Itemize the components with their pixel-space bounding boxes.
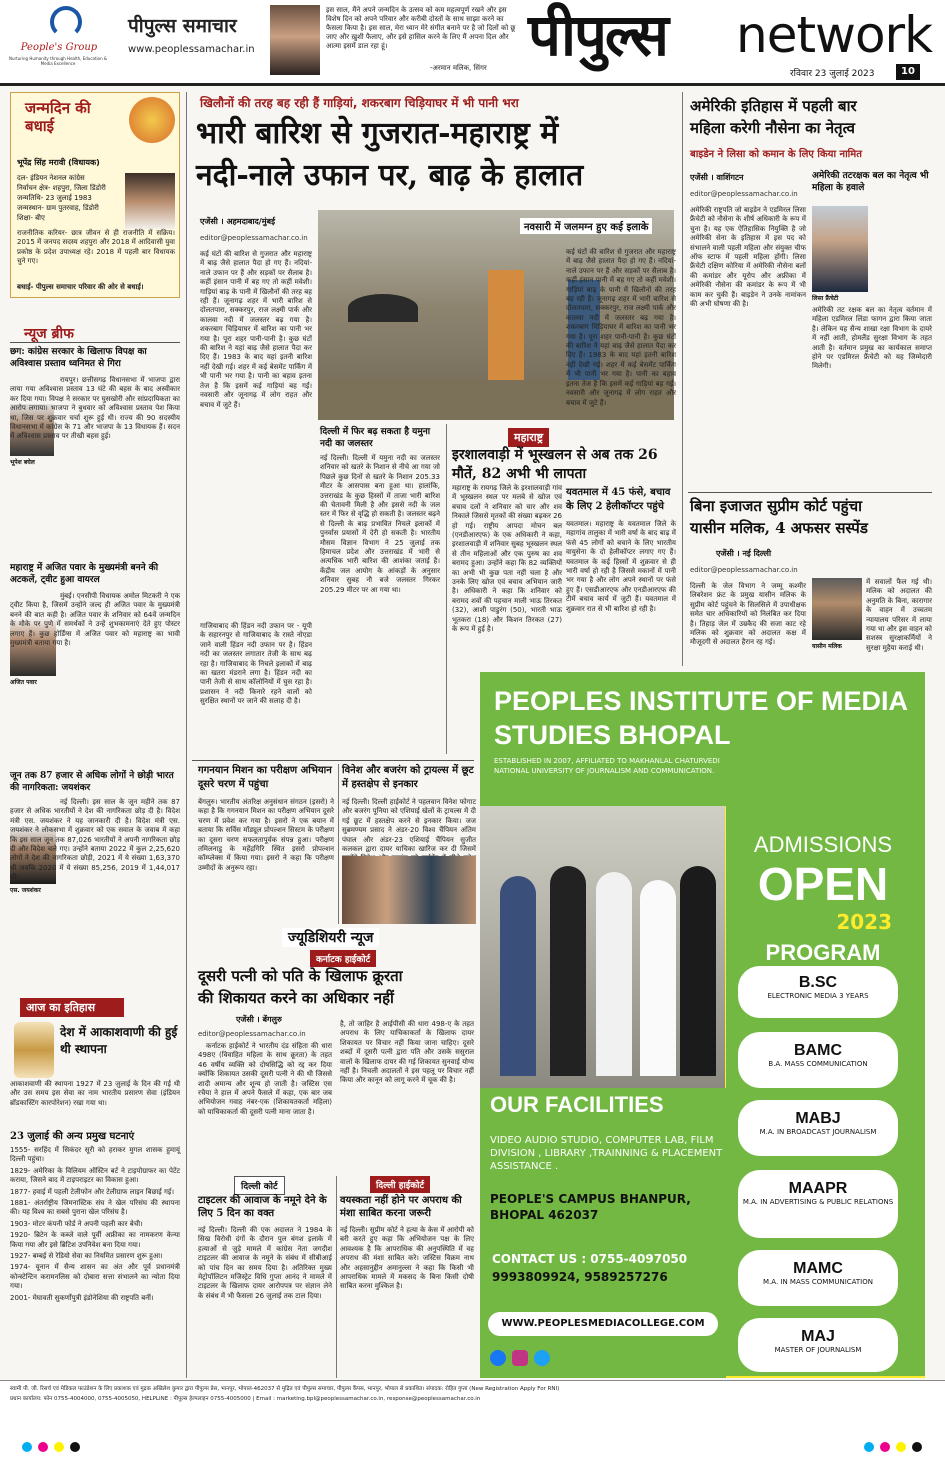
brief-1-caption: भूपेश बघेल [10, 459, 35, 466]
black-mark [70, 1442, 80, 1452]
program-name: M.A. IN ADVERTISING & PUBLIC RELATIONS [742, 1198, 894, 1206]
student-shape [596, 872, 632, 1076]
cyan-mark [22, 1442, 32, 1452]
group-tagline: Nurturing Humanity through Health, Education & Media Excellence [8, 56, 108, 66]
singer-photo [270, 5, 320, 75]
yasin-photo [812, 578, 862, 640]
judiciary-tag: कर्नाटक हाईकोर्ट [310, 950, 376, 967]
facilities-title: OUR FACILITIES [490, 1092, 664, 1117]
birthday-details: दल- इंडियन नेशनल कांग्रेस निर्वाचन क्षेत्र- शहपुरा, जिला डिंडोरी जन्मतिथि- 23 जुलाई 1983 जन्मस्थान- ग्राम पुतरवाह, डिंडोरी शिक्षा- बीए [17, 174, 106, 222]
issue-date: रविवार 23 जुलाई 2023 [790, 69, 875, 79]
birthday-career: राजनीतिक करियर- छात्र जीवन से ही राजनीति में सक्रिय। 2015 में जनपद सदस्य शहपुरा और 2018 में आदिवासी युवा प्रकोष्ठ के प्रदेश उपाध्यक्ष रहे। 2018 में पहली बार विधायक चुने गए। [17, 229, 175, 266]
facebook-icon[interactable] [490, 1350, 506, 1366]
lead-text-col3: कई घंटों की बारिश से गुजरात और महाराष्ट्र में बाढ़ जैसे हालात पैदा हो गए हैं। नदियां-नाले उफान पर हैं और सड़कों पर सैलाब है। कहीं इंसान पानी में बह गए तो कहीं मवेशी। गाड़ियां बाढ़ के पानी में खिलौनों की तरह बह रही हैं। जूनागढ़ शहर में भारी बारिश से दोलतपारा, सक्करपुर, राज लक्ष्मी पार्क और कालवा नदी में जलस्तर बढ़ गया है। शकरबाग चिड़ियाघर में बारिश का पानी भर गया है। पूरा शहर पानी-पानी है। कुछ घंटों की बारिश ने यहां बाढ़ जैसे हालात पैदा कर दिए हैं। 1983 के बाद यहां इतनी बारिश नहीं देखी गई। शहर में कई बेसमेंट पार्किंग में भी पानी भर गया है। पानी का बहाव इतना तेज है कि इसमें कई गाड़ियां बह गईं। नवसारी और जूनागढ़ में लोग राहत और बचाव में जुटे हैं। [566, 248, 676, 407]
program-code: BAMC [794, 1042, 842, 1059]
navy-byline: एजेंसी । वाशिंगटन [690, 173, 744, 182]
lisa-photo [812, 206, 868, 292]
history-headline: देश में आकाशवाणी की हुई थी स्थापना [60, 1025, 178, 1056]
peoples-group-logo-icon [50, 6, 82, 38]
program-code: MABJ [795, 1110, 841, 1127]
program-maj [738, 1318, 898, 1372]
history-event: 1829- अमेरिका के विलियम ऑस्टिन बर्ट ने टाइपोग्राफर का पेटेंट कराया, जिसने बाद में टाइपराइटर का विकास हुआ। [10, 1166, 180, 1185]
yasin-headline-1: बिना इजाजत सुप्रीम कोर्ट पहुंचा [690, 497, 862, 515]
imprint-footer [0, 1380, 945, 1440]
lead-text-col1: कई घंटों की बारिश से गुजरात और महाराष्ट्र में बाढ़ जैसे हालात पैदा हो गए हैं। नदियां-नाले उफान पर हैं और सड़कों पर सैलाब है। कहीं इंसान पानी में बह गए तो कहीं मवेशी। गाड़ियां बाढ़ के पानी में खिलौनों की तरह बह रही हैं। जूनागढ़ शहर में भारी बारिश से दोलतपारा, सक्करपुर, राज लक्ष्मी पार्क और कालवा नदी में जलस्तर बढ़ गया है। शकरबाग चिड़ियाघर में बारिश का पानी भर गया है। पूरा शहर पानी-पानी है। कुछ घंटों की बारिश ने यहां बाढ़ जैसे हालात पैदा कर दिए हैं। 1983 के बाद यहां इतनी बारिश नहीं देखी गई। शहर में कई बेसमेंट पार्किंग में भी पानी भर गया है। पानी का बहाव इतना तेज है कि इसमें कई गाड़ियां बह गईं। नवसारी और जूनागढ़ में लोग राहत और बचाव में जुटे हैं। [200, 250, 312, 409]
hourglass-icon [14, 1022, 54, 1078]
history-text: आकाशवाणी की स्थापना 1927 में 23 जुलाई के दिन की गई थी और उस समय इस सेवा का नाम भारतीय प्रसारण सेवा (इंडियन ब्रॉडकास्टिंग कारपोरेशन) रखा गया था। [10, 1080, 180, 1107]
contact-line2: 9993809924, 9589257276 [492, 1270, 668, 1284]
student-shape [500, 876, 536, 1076]
program-mabj [738, 1100, 898, 1156]
imprint-line2: प्रधान कार्यालय: फोन 0755-4004000, 0755-4005050, HELPLINE : पीपुल्स हेल्पलाइन 0755-4005000 | Email : marketing.bpl@peoplessamachar.co.in, response@peoplessamachar.co.in [10, 1396, 481, 1402]
intent-headline: वयस्कता नहीं होने पर अपराध की मंशा साबित करना जरूरी [340, 1195, 462, 1219]
ad-title-2: STUDIES BHOPAL [494, 720, 731, 750]
paper-website: www.peoplessamachar.in [128, 44, 255, 55]
yasin-text-col2: में सवालों फैल गई थी। मलिक को अदालत की अनुमति के बिना, कारागार के वाहन में उच्चतम न्यायालय परिसर में लाया गया था और इस वाहन को सशस्त्र सुरक्षाकर्मियों ने सुरक्षा मुहैया कराई थी। [866, 578, 932, 652]
brief-2-headline: महाराष्ट्र में अजित पवार के मुख्यमंत्री बनने की अटकलें, ट्वीट हुआ वायरल [10, 563, 159, 585]
landslide-text-col2: यवतमाल। महाराष्ट्र के यवतमाल जिले के महागांव तालुका में भारी वर्षा के बाद बाढ़ में फंसे 45 लोगों को बचाने के लिए भारतीय वायुसेना के दो हेलीकॉप्टर लगाए गए हैं। यवतमाल के कई हिस्सों में शुक्रवार से ही भारी वर्षा हो रही है जिससे मकानों में पानी भर गया है और लोग अपने स्थानों पर फंसे हुए हैं। एसडीआरएफ और एनडीआरएफ की टीमें बचाव कार्य में जुटी हैं। यवतमाल में शुक्रवार रात से भी बारिश हो रही है। [566, 520, 676, 613]
navy-text: अमेरिकी राष्ट्रपति जो बाइडेन ने एडमिरल लिसा फ्रैंचेटी को नौसेना के शीर्ष अधिकारी के रूप में चुना है। यह एक ऐतिहासिक नियुक्ति है जो अमेरिकी सेना के इतिहास में इस पद को संभालने वाली पहली महिला और संयुक्त चीफ ऑफ स्टाफ में पहली महिला होंगी। लिसा फ्रैंचेटी दक्षिण कोरिया में अमेरिकी नौसेना बलों की कमांडर और यूरोप और अफ्रीका में अमेरिकी नौसेना की कमांडर के रूप में भी काम कर चुकी हैं। बाइडेन ने उनके नामांकन की अभी घोषणा की है। [690, 206, 806, 309]
judiciary-text-col1: कर्नाटक हाईकोर्ट ने भारतीय दंड संहिता की धारा 498ए (विवाहित महिला के साथ क्रूरता) के तहत 46 वर्षीय व्यक्ति को दोषसिद्धि को रद्द कर दिया क्योंकि शिकायत उसकी दूसरी पत्नी ने की थी जिससे शादी अमान्य और शून्य हो जाती है। जस्टिस एस रचैया ने हाल में अपने फैसले में कहा, एक बार जब अभियोजन गवाह नंबर-एक (शिकायतकर्ता महिला) को याचिकाकर्ता की दूसरी पत्नी माना जाता है। [198, 1042, 332, 1116]
student-shape [680, 866, 716, 1076]
landslide-subheadline: यवतमाल में 45 फंसे, बचाव के लिए 2 हेलीकॉप्टर पहुंचे [566, 487, 671, 512]
birthday-name: भूपेंद्र सिंह मरावी (विधायक) [17, 158, 100, 167]
lead-kicker: खिलौनों की तरह बह रही हैं गाड़ियां, शकरबाग चिड़ियाघर में भी पानी भरा [200, 96, 519, 110]
yasin-headline-2: यासीन मलिक, 4 अफसर सस्पेंड [690, 519, 868, 537]
state-tag: महाराष्ट्र [508, 428, 549, 447]
brief-3-caption: एस. जयशंकर [10, 887, 41, 894]
program-name: M.A. IN MASS COMMUNICATION [763, 1278, 873, 1286]
birthday-wish: बधाई- पीपुल्स समाचार परिवार की ओर से बधाई। [17, 283, 144, 291]
history-event: 2001- मेघावती सुकर्णोपुत्री इंडोनेशिया की राष्ट्रपति बनीं। [10, 1293, 154, 1302]
imprint-line1: स्वामी पी. जी. रिसर्च एवं मेडिकल फाउंडेशन के लिए प्रकाशक एवं मुद्रक अखिलेश कुमार द्वारा पीपुल्स प्रेस, भानपुर, भोपाल-462037 से मुद्रित एवं पीपुल्स समाचार, पीपुल्स कैंपस, भानपुर, भोपाल से प्रकाशित। संपादक: रोहित गुप्ता (New Registration Apply For RNI) [10, 1386, 560, 1392]
program-bsc [738, 966, 898, 1018]
history-event: 1881- अंतर्राष्ट्रीय जिमनास्टिक संघ ने खेल परिसंघ की स्थापना की। यह विश्व का सबसे पुराना खेल परिसंघ है। [10, 1199, 180, 1217]
program-label: PROGRAM [765, 940, 881, 965]
brand-hindi: पीपुल्स [528, 1, 667, 69]
landslide-headline: इरशालवाड़ी में भूस्खलन से अब तक 26 मौतें, 82 अभी भी लापता [452, 447, 658, 482]
yellow-mark [54, 1442, 64, 1452]
history-event: 1555- सरहिंद में सिकंदर सूरी को हराकर मुगल शासक हुमायूं दिल्ली पहुंचा। [10, 1146, 180, 1164]
ad-sub-1: ESTABLISHED IN 2007, AFFILIATED TO MAKHANLAL CHATURVEDI [494, 757, 720, 765]
magenta-mark [38, 1442, 48, 1452]
magenta-mark [880, 1442, 890, 1452]
program-code: MAAPR [788, 1180, 848, 1197]
ad-title-1: PEOPLES INSTITUTE OF MEDIA [494, 686, 909, 716]
yasin-byline: एजेंसी । नई दिल्ली [716, 549, 772, 558]
program-code: MAMC [793, 1260, 843, 1277]
titler-headline: टाइटलर की आवाज के नमूने देने के लिए 5 दिन का वक्त [198, 1195, 327, 1219]
brief-1-text: रायपुर। छत्तीसगढ़ विधानसभा में भाजपा द्वारा लाया गया अविश्वास प्रस्ताव 13 घंटे की बहस के बाद अस्वीकार कर दिया गया। विपक्ष ने सरकार पर घुसखोरी और सांप्रदायिकता का आरोप लगाया। भाजपा ने बुधवार को अविश्वास प्रस्ताव पेश किया था, जिस पर शुक्रवार चर्चा शुरू हुई थी। राज्य की 90 सदस्यीय विधानसभा में कांग्रेस के 71 और भाजपा के 13 विधायक हैं। सदन में अविश्वास प्रस्ताव पर तीखी बहस हुई। [10, 376, 180, 441]
judiciary-headline-2: की शिकायत करने का अधिकार नहीं [198, 989, 394, 1007]
lead-headline-1: भारी बारिश से गुजरात-महाराष्ट्र में [196, 116, 559, 151]
brand-english: network [736, 6, 933, 64]
group-name: People's Group [20, 42, 98, 53]
ad-website[interactable]: WWW.PEOPLESMEDIACOLLEGE.COM [488, 1312, 718, 1336]
ad-banner [480, 672, 925, 806]
wrestlers-photo [342, 856, 476, 924]
facilities-text: VIDEO AUDIO STUDIO, COMPUTER LAB, FILM DIVISION , LIBRARY ,TRAINNING & PLACEMENT ASSISTANCE . [490, 1135, 723, 1172]
history-events-list [10, 1146, 180, 1378]
lead-byline: एजेंसी । अहमदाबाद/मुंबई [200, 217, 275, 226]
open-label: OPEN [757, 858, 889, 910]
header-quote: इस साल, मैंने अपने जन्मदिन के उत्सव को कम महत्वपूर्ण रखने और इस विशेष दिन को अपने परिवार और करीबी दोस्तों के साथ साझा करने का फैसला किया है। इस साल, मेरा ध्यान मेरे संगीत बनाने पर है जो दिलों को छू जाए और ख़ुशी फैलाए, और इसे हासिल करने के लिए मैं अपना दिल और आत्मा इसमें डाल रहा हूं। [326, 6, 516, 50]
quote-author: -अरमान मलिक, सिंगर [430, 64, 487, 72]
brief-2-caption: अजित पवार [10, 679, 37, 686]
program-name: B.A. MASS COMMUNICATION [768, 1060, 868, 1068]
yamuna-headline: दिल्ली में फिर बढ़ सकता है यमुना नदी का जलस्तर [320, 427, 431, 449]
program-bamc [738, 1032, 898, 1088]
navy-subheadline: बाइडेन ने लिसा को कमान के लिए किया नामित [690, 149, 862, 160]
black-mark [912, 1442, 922, 1452]
navy-side-text: अमेरिकी तट रक्षक बल का नेतृत्व वर्तमान में महिला एडमिरल लिंडा फागन द्वारा किया जाता है। लेकिन यह सैन्य शाखा रक्षा विभाग के दायरे में नहीं आती, होमलैंड सुरक्षा विभाग के तहत आती है। वर्तमान प्रमुख का कार्यकाल समाप्त होने पर एडमिरल फ्रैंचेटी को यह जिम्मेदारी मिलेगी। [812, 306, 932, 371]
vinesh-text: नई दिल्ली। दिल्ली हाईकोर्ट ने पहलवान विनेश फोगाट और बजरंग पूनिया को एशियाई खेलों के ट्रायल्स में दी गई छूट में हस्तक्षेप करने से इनकार किया। जज सुब्रमण्यम प्रसाद ने अंडर-20 विश्व चैंपियन अंतिम पंघाल और अंडर-23 एशियाई चैंपियन सुजीत कलकल द्वारा दायर याचिका खारिज कर दी जिसमें [342, 798, 476, 854]
twitter-icon[interactable] [534, 1350, 550, 1366]
student-shape [550, 866, 586, 1076]
students-photo [480, 806, 725, 1088]
history-event: 1877- हवाई में पहली टेलीफोन और टेलीग्राफ लाइन बिछाई गई। [10, 1187, 174, 1196]
brief-2-text: मुंबई। एनसीपी विधायक अमोल मिटकरी ने एक ट्वीट किया है, जिसमें उन्होंने जल्द ही अजित पवार के मुख्यमंत्री बनने की बात कही है। अजित पवार के शनिवार को 64वें जन्मदिन के मौके पर पुणे में समर्थकों ने उन्हें शुभकामनाएं देते हुए पोस्टर लगाए हैं। कुछ होर्डिंग्स में अजित पवार को महाराष्ट्र का भावी मुख्यमंत्री बताया गया है। [10, 592, 180, 648]
history-events-title: 23 जुलाई की अन्य प्रमुख घटनाएं [10, 1131, 135, 1142]
landslide-text-col1: महाराष्ट्र के रायगढ़ जिले के इरशालवाड़ी गांव में भूस्खलन स्थल पर मलबे से खोज एवं बचाव दलों ने शनिवार को चार और शव निकाले जिससे मृतकों की संख्या बढ़कर 26 हो गई। राष्ट्रीय आपदा मोचन बल (एनडीआरएफ) के एक अधिकारी ने कहा, इरशालवाड़ी में शनिवार सुबह भूस्खलन स्थल से तीन महिलाओं और एक पुरुष का शव बरामद हुआ। उन्होंने कहा कि 82 व्यक्तियों का अभी भी कुछ पता नहीं चला है और उनके लिए खोज एवं बचाव अभियान जारी है। अधिकारी ने कहा कि शनिवार को बरामद शवों की पहचान माली भाऊ तिरकत (32), आशी पाडुरंग (50), भारती भाऊ भूतकरा (18) और किशन तिरकत (27) के रूप में हुई है। [452, 484, 562, 634]
delhi-court-tag: दिल्ली कोर्ट [234, 1176, 285, 1195]
history-event: 1920- ब्रिटेन के कब्जे वाले पूर्वी अफ्रीका का नामकरण केन्या किया गया और इसे ब्रिटिश उपनिवेश बना दिया गया। [10, 1231, 180, 1249]
campus-line1: PEOPLE'S CAMPUS BHANPUR, [490, 1192, 691, 1206]
brief-3-text: नई दिल्ली। इस साल के जून महीने तक 87 हजार से अधिक भारतीयों ने देश की नागरिकता छोड़ दी है। विदेश मंत्री एस. जयशंकर ने यह जानकारी दी है। विदेश मंत्री एस. जयशंकर ने लोकसभा में शुक्रवार को एक सवाल के जवाब में कहा कि इस साल जून तक 87,026 भारतीयों ने अपनी नागरिकता छोड़ दी और विदेश चले गए। उन्होंने बताया 2022 में कुल 2,25,620 लोगों ने देश की नागरिकता छोड़ी, 2021 में ये संख्या 1,63,370 थी जबकि 2020 में ये संख्या 85,256, 2019 में 1,44,017 थी। [10, 798, 180, 882]
yasin-caption: यासीन मलिक [812, 643, 842, 650]
student-shape [640, 880, 676, 1076]
yasin-email: editor@peoplessamachar.co.in [690, 566, 798, 574]
admissions-block [728, 832, 918, 966]
flood-photo-caption: नवसारी में जलमग्न हुए कई इलाके [520, 218, 652, 234]
judiciary-headline-1: दूसरी पत्नी को पति के खिलाफ क्रूरता [198, 967, 403, 985]
admissions-label: ADMISSIONS [753, 832, 893, 857]
balloon-icon [129, 97, 175, 143]
judiciary-byline: एजेंसी । बेंगलुरु [236, 1015, 282, 1024]
mla-photo [125, 173, 175, 229]
history-label: आज का इतिहास [20, 998, 124, 1017]
intent-text: नई दिल्ली। सुप्रीम कोर्ट ने हत्या के केस में आरोपी को बरी करते हुए कहा कि अभियोजन पक्ष के लिए आवश्यक है कि आपराधिक की अनुपस्थिति में वह अपराध की मंशा साबित करे। जस्टिस विक्रम नाथ और अहसानुद्दीन अमानुल्ला ने कहा कि किसी भी आपराधिक मामले में मकसद के बिना किसी दोषी साबित करना मुश्किल है। [340, 1226, 474, 1291]
news-brief-label: न्यूज ब्रीफ [24, 326, 74, 342]
masthead [0, 0, 945, 86]
birthday-box [10, 92, 180, 298]
page-number: 10 [896, 64, 920, 80]
lead-text-col1b: गाजियाबाद की हिंडन नदी उफान पर - यूपी के सहारनपुर से गाजियाबाद के रास्ते नोएडा जाने वाली हिंडन नदी उफान पर है। हिंडन नदी का जलस्तर लगातार तेजी के साथ बढ़ रहा है। गाजियाबाद के निचले इलाकों में बाढ़ का खतरा मंडराने लगा है। हिंडन नदी का पानी तेजी से साथ कॉलोनियों में घुस रहा है। प्रशासन ने नदी किनारे रहने वालों को सुरक्षित स्थानों पर जाने की सलाह दी है। [200, 622, 312, 706]
brief-1-headline: छग: कांग्रेस सरकार के खिलाफ विपक्ष का अविश्वास प्रस्ताव ध्वनिमत से गिरा [10, 347, 147, 369]
yellow-mark [896, 1442, 906, 1452]
umbrella-shape [348, 294, 418, 322]
program-code: MAJ [801, 1328, 835, 1345]
ad-sub-2: NATIONAL UNIVERSITY OF JOURNALISM AND COMMUNICATION. [494, 767, 715, 775]
program-code: B.SC [798, 974, 838, 991]
lisa-caption: लिसा फ्रैंचेटी [812, 295, 839, 302]
program-name: ELECTRONIC MEDIA 3 YEARS [767, 992, 869, 1000]
birthday-title: जन्मदिन की बधाई [25, 99, 91, 135]
paper-title: पीपुल्स समाचार [128, 15, 237, 37]
media-institute-ad [480, 672, 925, 1378]
contact-line1: CONTACT US : 0755-4097050 [492, 1252, 688, 1266]
program-maapr [738, 1170, 898, 1238]
yamuna-text: नई दिल्ली। दिल्ली में यमुना नदी का जलस्तर शनिवार को खतरे के निशान से नीचे आ गया जो पिछले कुछ दिनों से खतरे के निशान 205.33 मीटर के आसपास बना हुआ था। हालांकि, उत्तराखंड के कुछ हिस्सों में ताजा भारी बारिश की चेतावनी मिली है और इससे नदी के जल स्तर में फिर से वृद्धि हो सकती है। जलस्तर बढ़ने से दिल्ली के बाढ़ प्रभावित निचले इलाकों में पुनर्वास प्रयासों में देरी हो सकती है। भारतीय मौसम विज्ञान विभाग ने 25 जुलाई तक हिमाचल प्रदेश और उत्तराखंड में भारी से अत्यधिक भारी बारिश की आशंका जताई है। केंद्रीय जल आयोग के आंकड़ों के अनुसार शनिवार सुबह नौ बजे जलस्तर गिरकर 205.29 मीटर पर आ गया था। [320, 454, 440, 594]
delhi-hc-tag: दिल्ली हाईकोर्ट [370, 1176, 430, 1193]
program-mamc [738, 1250, 898, 1306]
navy-side-headline: अमेरिकी तटरक्षक बल का नेतृत्व भी महिला के हवाले [812, 171, 929, 193]
history-event: 1974- यूनान में सैन्य शासन का अंत और पूर्व प्रधानमंत्री कोन्स्टेन्टिन करामनलिस को दोबारा सत्ता संभालने का न्योता दिया गया। [10, 1263, 180, 1291]
program-name: M.A. IN BROADCAST JOURNALISM [759, 1128, 877, 1136]
program-name: MASTER OF JOURNALISM [774, 1346, 862, 1354]
history-event: 1927- बम्बई से रेडियो सेवा का नियमित प्रसारण शुरू हुआ। [10, 1252, 163, 1261]
yasin-text: दिल्ली के जेल विभाग ने जम्मू कश्मीर लिबरेशन फ्रंट के प्रमुख यासीन मलिक के सुप्रीम कोर्ट पहुंचने के सिलसिले में उपाधीक्षक समेत चार अधिकारियों को निलंबित कर दिया है। तिहाड़ जेल में उम्रकैद की सजा काट रहे मलिक को शुक्रवार को अदालत कक्ष में मौजूदगी से अदालत हैरान रह गई। [690, 582, 806, 647]
cyan-mark [864, 1442, 874, 1452]
instagram-icon[interactable] [512, 1350, 528, 1366]
year-label: 2023 [836, 910, 892, 934]
titler-text: नई दिल्ली। दिल्ली की एक अदालत ने 1984 के सिख विरोधी दंगों के दौरान पुल बंगश इलाके में हत्याओं से जुड़े मामले में कांग्रेस नेता जगदीश टाइटलर की आवाज के नमूने के संबंध में सीबीआई को पांच दिन का समय दिया है। अतिरिक्त मुख्य मेट्रोपॉलिटन मजिस्ट्रेट विधि गुप्ता आनंद ने मामले में टाइटलर के खिलाफ दायर आरोपपत्र पर संज्ञान लेने के संबंध में भी फैसला 26 जुलाई तक टाल दिया। [198, 1226, 332, 1300]
print-color-marks [0, 1440, 945, 1457]
vinesh-headline: विनेश और बजरंग को ट्रायल्स में छूट में हस्तक्षेप से इनकार [342, 765, 474, 790]
lead-email: editor@peoplessamachar.co.in [200, 234, 308, 242]
lead-headline-2: नदी-नाले उफान पर, बाढ़ के हालात [196, 158, 584, 193]
judiciary-email: editor@peoplessamachar.co.in [198, 1030, 306, 1038]
gaganyaan-headline: गगनयान मिशन का परीक्षण अभियान दूसरे चरण में पहुंचा [198, 765, 332, 790]
navy-headline-1: अमेरिकी इतिहास में पहली बार [690, 97, 857, 115]
navy-email: editor@peoplessamachar.co.in [690, 190, 798, 198]
gaganyaan-text: बेंगलुरु। भारतीय अंतरिक्ष अनुसंधान संगठन (इसरो) ने कहा है कि गगनयान मिशन का परीक्षण अभियान दूसरे चरण में प्रवेश कर गया है। इसरो ने एक बयान में बताया कि सर्विस मॉड्यूल प्रोपल्शन सिस्टम के परीक्षण का दूसरा चरण सफलतापूर्वक संपन्न हुआ। परीक्षण तमिलनाडु के महेंद्रगिरि स्थित इसरो प्रोपल्शन कॉम्प्लेक्स में किया गया। इसरो ने कहा कि परीक्षण उम्मीदों के अनुरूप रहा। [198, 798, 334, 872]
history-event: 1903- मोटर कंपनी फोर्ड ने अपनी पहली कार बेची। [10, 1219, 143, 1228]
navy-headline-2: महिला करेगी नौसेना का नेतृत्व [690, 119, 855, 137]
person-shape [488, 270, 524, 380]
campus-line2: BHOPAL 462037 [490, 1208, 599, 1222]
brief-3-headline: जून तक 87 हजार से अधिक लोगों ने छोड़ी भारत की नागरिकता: जयशंकर [10, 771, 174, 793]
judiciary-text-col2: है, तो जाहिर है आईपीसी की धारा 498-ए के तहत अपराध के लिए याचिकाकर्ता के खिलाफ दायर शिकायत पर विचार नहीं किया जाना चाहिए। दूसरे शब्दों में दूसरी पत्नी द्वारा पति और उसके ससुराल वालों के खिलाफ दायर की गई शिकायत सुनवाई योग्य नहीं है। निचली अदालतों ने इस पहलू पर विचार नहीं किया और कानून को लागू करने में चूक की है। [340, 1020, 474, 1085]
judiciary-label: ज्यूडिशियरी न्यूज [282, 928, 379, 947]
